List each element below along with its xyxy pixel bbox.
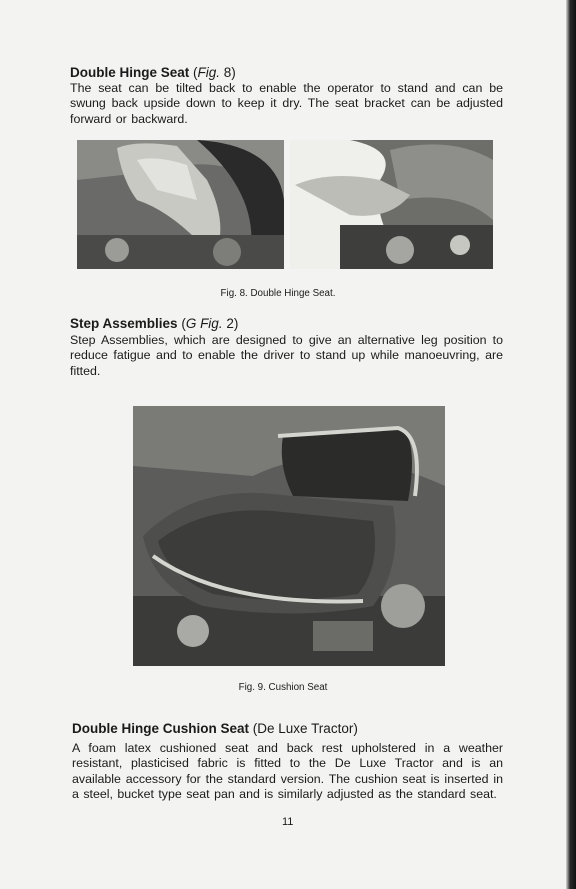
double-hinge-seat-text: The seat can be tilted back to enable the operator to stand and can be swung back upside down to keep it dry. The seat bracket can be adjusted forward or backward. [70, 81, 503, 126]
cushion-seat-heading [72, 721, 358, 736]
double-hinge-seat-title: Double Hinge Seat [70, 65, 190, 80]
double-hinge-seat-ref: (Fig. 8) [193, 65, 236, 80]
double-hinge-seat-heading [70, 65, 236, 80]
step-assemblies-ref: (G Fig. 2) [181, 316, 239, 331]
step-assemblies-title: Step Assemblies [70, 316, 178, 331]
book-spine-shadow [566, 0, 576, 889]
fig9-photo [133, 406, 445, 666]
fig8-photo-right [290, 140, 493, 269]
cushion-seat-title: Double Hinge Cushion Seat [72, 721, 250, 736]
step-assemblies-heading [70, 316, 238, 331]
step-assemblies-text: Step Assemblies, which are designed to give an alternative leg position to reduce fatigue and to enable the driver to stand up while manoeuvring, are fitted. [70, 333, 503, 378]
fig8-caption: Fig. 8. Double Hinge Seat. [220, 288, 336, 299]
cushion-seat-text: A foam latex cushioned seat and back rest upholstered in a weather resistant, plasticised fabric is fitted to the De Luxe Tractor and is an available accessory for the standard version. The cushion seat is inserted in a steel, bucket type seat pan and is similarly adjusted as the standard seat. [72, 741, 503, 801]
fig8-photo-left [77, 140, 284, 269]
fig9-caption: Fig. 9. Cushion Seat [238, 682, 328, 693]
cushion-seat-ref: (De Luxe Tractor) [252, 721, 358, 736]
page-number: 11 [282, 816, 294, 828]
